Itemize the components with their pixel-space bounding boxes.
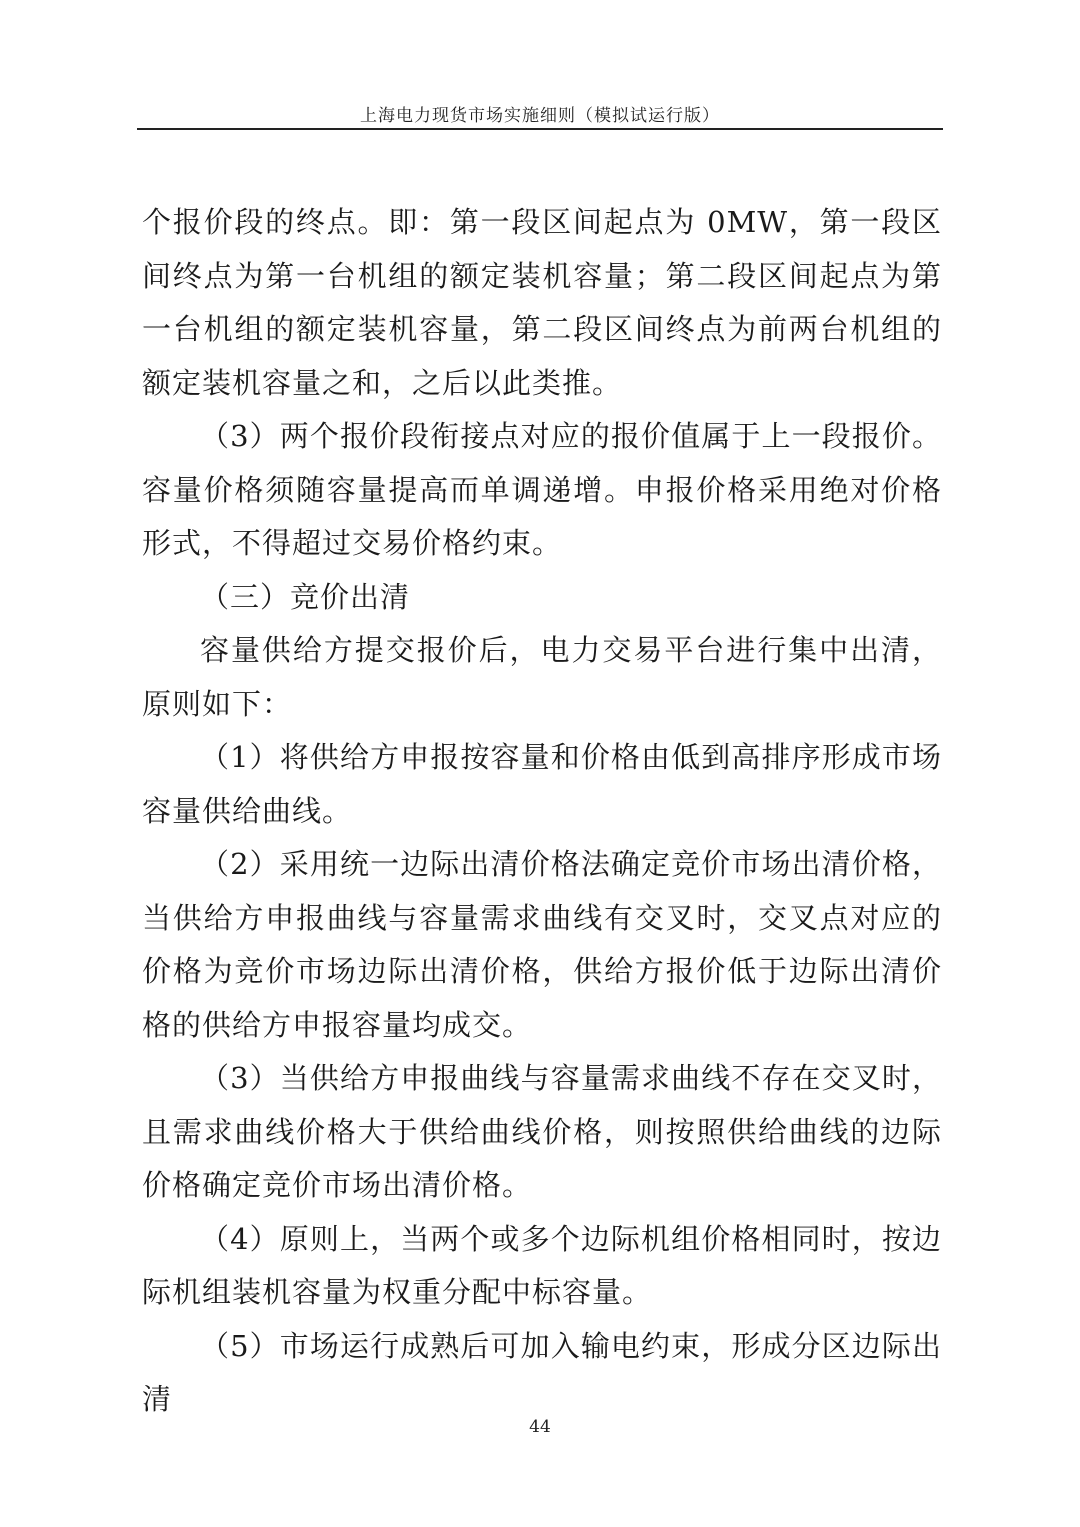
- section-heading: （三）竞价出清: [200, 579, 411, 614]
- list-item: （3）当供给方申报曲线与容量需求曲线不存在交叉时，且需求曲线价格大于供给曲线价格，则按照供给曲线的边际价格确定竞价市场出清价格。: [142, 1061, 942, 1202]
- page-number: 44: [529, 1417, 551, 1437]
- document-body: [142, 196, 942, 1427]
- list-item: （1）将供给方申报按容量和价格由低到高排序形成市场容量供给曲线。: [142, 740, 942, 828]
- paragraph: 个报价段的终点。即：第一段区间起点为 0MW，第一段区间终点为第一台机组的额定装机容量；第二段区间起点为第一台机组的额定装机容量，第二段区间终点为前两台机组的额定装机容量之和，之后以此类推。: [142, 205, 942, 400]
- paragraph: （3）两个报价段衔接点对应的报价值属于上一段报价。容量价格须随容量提高而单调递增。申报价格采用绝对价格形式，不得超过交易价格约束。: [142, 419, 942, 560]
- list-item: （5）市场运行成熟后可加入输电约束，形成分区边际出清: [142, 1328, 942, 1416]
- paragraph: 容量供给方提交报价后，电力交易平台进行集中出清，原则如下：: [142, 633, 942, 721]
- list-item: （4）原则上，当两个或多个边际机组价格相同时，按边际机组装机容量为权重分配中标容量。: [142, 1221, 942, 1309]
- running-header: 上海电力现货市场实施细则（模拟试运行版）: [360, 106, 720, 126]
- header-divider: [137, 128, 943, 130]
- list-item: （2）采用统一边际出清价格法确定竞价市场出清价格，当供给方申报曲线与容量需求曲线有交叉时，交叉点对应的价格为竞价市场边际出清价格，供给方报价低于边际出清价格的供给方申报容量均成交。: [142, 847, 942, 1042]
